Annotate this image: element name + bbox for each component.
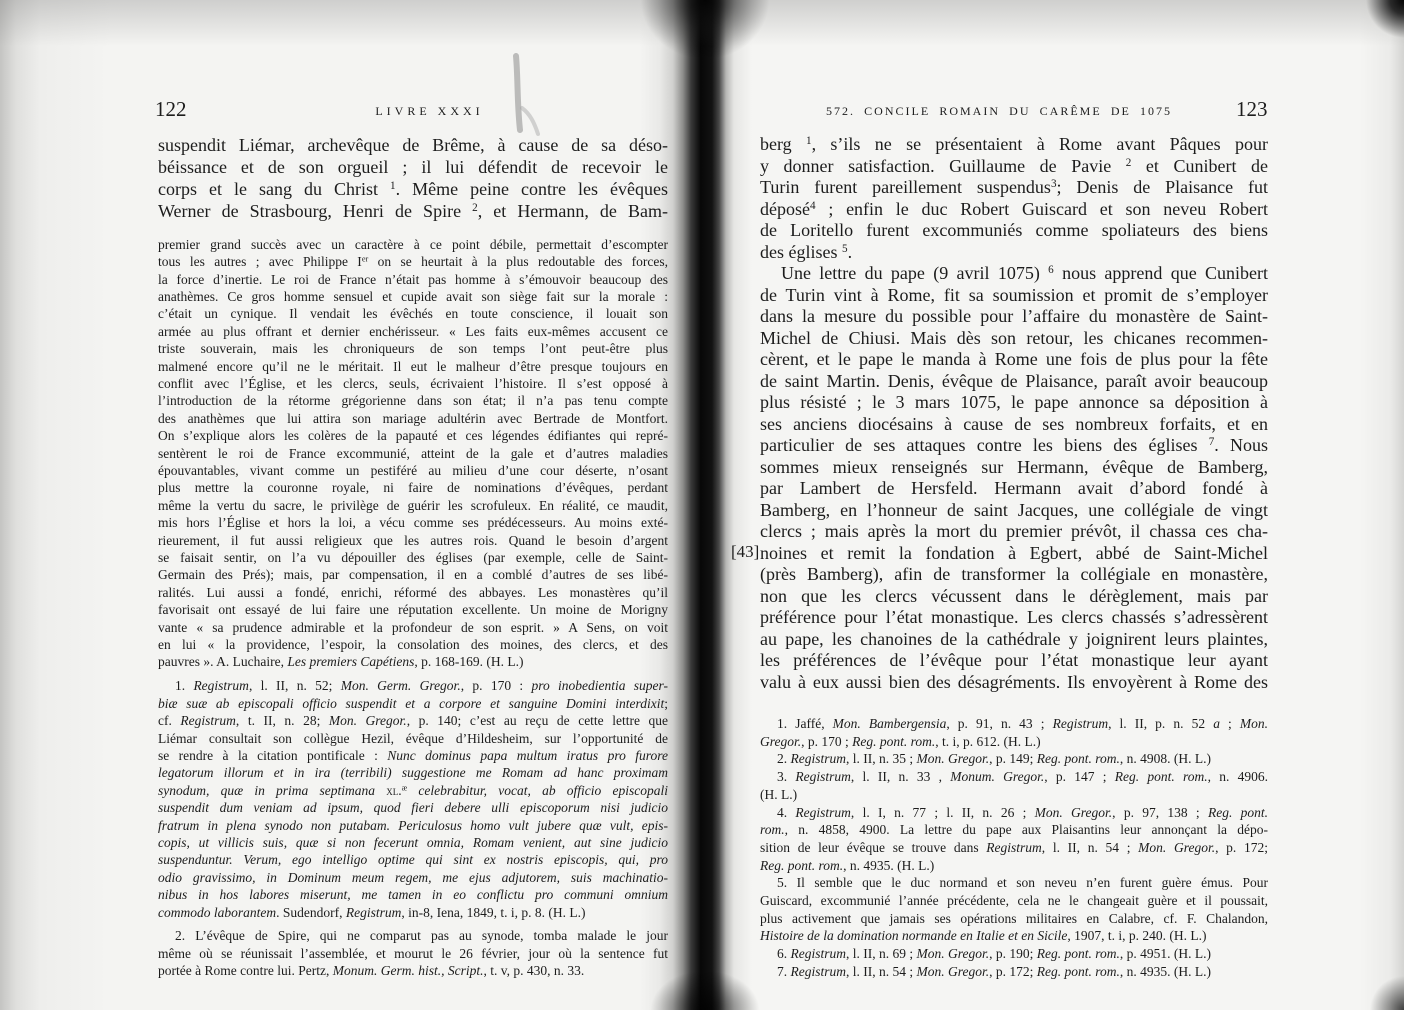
italic-text: Registrum	[795, 769, 851, 785]
text-run: et Cunibert de	[1131, 155, 1268, 176]
text-run: portée à Rome contre lui. Pertz,	[158, 963, 333, 979]
text-line: suspendit Liémar, archevêque de Brême, à cause de sa déso-	[158, 135, 668, 155]
italic-text: rom.	[760, 822, 785, 838]
text-line	[158, 747, 668, 764]
text-run: , p. 4951. (H. L.)	[1119, 946, 1212, 962]
text-run: , t. II, n. 28;	[235, 713, 329, 729]
text-run: , p. 149;	[989, 751, 1037, 767]
text-line	[158, 886, 668, 903]
italic-text: Reg. pont. rom.	[760, 857, 844, 873]
italic-text: a	[1213, 716, 1220, 731]
text-line	[158, 782, 668, 799]
text-line: anathèmes. Ce gros homme sensuel et cupide avait son siège fait sur la morale :	[158, 288, 668, 304]
footnote	[760, 768, 1268, 803]
text-line: la force d’inertie. Le roi de France n’était pas homme à s’émouvoir beaucoup des	[158, 271, 668, 287]
text-run: , 1907, t. i, p. 240. (H. L.)	[1067, 928, 1207, 944]
italic-text: copis, ut villicis suis, quæ si non fecerunt omnia, Romam venient, aut sine judicio	[158, 834, 668, 850]
text-run: se rendre à la citation pontificale :	[158, 747, 388, 763]
text-line: triste souverain, mais les chroniqueurs de son temps l’ont peut-être plus	[158, 341, 668, 357]
text-line: malmené encore qu’il ne le méritait. Il eut le malheur d’être presque toujours en	[158, 358, 668, 374]
text-run: , t. v, p. 430, n. 33.	[483, 963, 585, 979]
text-run: 2.	[777, 751, 791, 767]
text-run: corps et le sang du Christ	[158, 179, 390, 199]
italic-text: Reg. pont. rom.	[1036, 963, 1120, 979]
italic-text: Gregor.	[760, 733, 802, 749]
italic-text: commodo laborantem	[158, 904, 277, 920]
text-run: particulier de ses attaques contre les biens des églises	[760, 435, 1209, 455]
paragraph	[760, 134, 1268, 263]
text-run: , l. II, n. 54 ;	[1041, 839, 1139, 855]
text-line	[158, 834, 668, 851]
text-line: clercs ; mais après la mort du premier prévôt, il chassa ces cha-	[760, 521, 1268, 541]
text-line	[760, 963, 1268, 981]
text-run: berg	[760, 134, 806, 154]
italic-text: Registrum	[180, 713, 236, 729]
text-run: Turin furent pareillement suspendus	[760, 177, 1051, 197]
text-run: , p. 140; c’est au reçu de cette lettre que	[406, 713, 668, 729]
text-run: ; enfin le duc Robert Guiscard et son neveu Robert	[815, 198, 1268, 219]
footnote-continuation	[158, 236, 668, 671]
footnote	[760, 874, 1268, 945]
text-line	[760, 177, 1268, 199]
italic-text: Registrum	[790, 963, 846, 979]
text-line	[158, 677, 668, 694]
footnotes	[760, 715, 1268, 981]
text-line	[760, 945, 1268, 963]
small-caps-text: xl.	[386, 782, 402, 798]
italic-text: Registrum	[790, 751, 846, 767]
text-line: 5. Il semble que le duc normand et son neveu n’en furent guère émus. Pour	[777, 875, 1268, 891]
footnote	[760, 945, 1268, 963]
text-line	[158, 962, 668, 979]
text-run: cf.	[158, 713, 181, 729]
text-run: , s’ils ne se présentaient à Rome avant Pâques pour	[811, 134, 1268, 154]
text-run: , et Hermann, de Bam-	[477, 201, 668, 221]
main-text	[158, 134, 668, 222]
text-line	[760, 134, 1268, 156]
text-line: sentèrent le roi de France excommunié, atteint de la gale et d’autres maladies	[158, 445, 668, 461]
page-number: 122	[155, 97, 187, 121]
text-line: cèrent, et le pape le manda à Rome une fois de plus pour la fête	[760, 349, 1268, 369]
text-run: 6.	[777, 946, 791, 962]
text-line: plus activement que jamais ses opérations militaires en Calabre, cf. F. Chalandon,	[760, 910, 1268, 926]
italic-text: synodum, quæ in prima septimana	[158, 782, 387, 798]
italic-text: Mon. Gregor.	[916, 946, 990, 962]
italic-text: celebrabitur, vocat, ab officio episcopali	[407, 782, 668, 798]
text-line: même la vertu du sacre, le privilège de guérir les scrofuleux. En réalité, ce maudit,	[158, 497, 668, 513]
text-line	[760, 715, 1268, 733]
italic-text: Registrum	[1052, 716, 1109, 731]
italic-text: Histoire de la domination normande en Italie et en Sicile	[760, 928, 1068, 944]
paragraph	[760, 263, 1268, 693]
footnotes	[158, 677, 668, 979]
text-run: déposé	[760, 198, 810, 219]
text-run: , p. 147 ;	[1044, 769, 1115, 785]
text-line	[158, 904, 668, 921]
text-line	[760, 263, 1268, 285]
superscript-note-ref: 1	[390, 179, 396, 192]
text-line: épouvantables, vivant comme un pestiféré au milieu d’une cour déserte, n’osant	[158, 462, 668, 478]
text-line: premier grand succès avec un caractère à ce point débile, permettait d’escompter	[158, 236, 668, 252]
text-run: ;	[1219, 716, 1240, 731]
italic-text: Mon.	[1239, 716, 1268, 731]
text-line: Germain des Prés); mais, par compensation, il en a comblé d’autres de ses libé-	[158, 567, 668, 583]
text-run: .	[847, 241, 853, 262]
italic-text: legatorum illorum et in ira (terribili) suggestione me Romam ad hanc proximam	[158, 765, 668, 781]
text-line	[760, 857, 1268, 875]
text-run: 4.	[777, 804, 796, 820]
text-line: Liémar consultait son collègue Hezil, évêque d’Hildesheim, sur l’opportunité de	[158, 730, 668, 746]
italic-text: suspenduntur. Verum, ego intelligo optime qui sint ex nostris episcopis, qui, pro	[158, 852, 668, 868]
text-line: de saint Martin. Denis, évêque de Plaisance, paraît avoir beaucoup	[760, 370, 1268, 391]
italic-text: Registrum	[193, 678, 249, 694]
text-line: les préférences de l’évêque pour l’état monastique leur ayant	[760, 650, 1268, 670]
italic-text: nibus in hos labores miserunt, me tamen in eo conflictu pro communi omnium	[158, 887, 668, 903]
text-line: de Loritello furent excommuniés comme spoliateurs des biens	[760, 220, 1268, 240]
text-line: ralités. Lui aussi a fondé, enrichi, réformé des abbayes. Les monastères qu’il	[158, 584, 668, 600]
footnote	[760, 963, 1268, 981]
text-line: se faisait sentir, on l’a vu dépouiller des églises (par exemple, celle de Saint-	[158, 550, 668, 565]
italic-text: suspendit dum veniam ad ipsum, quod fieri debere ulli episcoporum nisi judicio	[158, 800, 668, 816]
text-line	[158, 712, 668, 729]
text-run: on se heurtait à la plus redoutable des forces,	[368, 254, 668, 270]
text-line: Bamberg, en l’honneur de saint Jacques, une collégiale de vingt	[760, 499, 1268, 520]
text-run: , in-8, Iena, 1849, t. i, p. 8. (H. L.)	[401, 904, 586, 920]
italic-text: Mon. Gregor.	[1034, 804, 1113, 820]
text-line: Michel de Chiusi. Mais dès son retour, les chicanes recommen-	[760, 327, 1268, 348]
page-corner-shadow	[1358, 0, 1404, 46]
text-line	[760, 839, 1268, 857]
superscript-note-ref: 1	[806, 134, 812, 147]
text-line: Guiscard, excommunié l’année précédente, cela ne le changeait guère et il poussait,	[760, 893, 1268, 909]
text-line	[158, 653, 668, 670]
text-line: noines et remit la fondation à Egbert, abbé de Saint-Michel	[760, 542, 1268, 563]
text-run: , l. II, n. 54 ;	[846, 963, 917, 979]
text-line	[760, 768, 1268, 786]
text-run: des églises	[760, 241, 842, 262]
text-line	[760, 804, 1268, 822]
text-run: , p. 190;	[989, 946, 1037, 962]
main-text	[760, 134, 1268, 693]
text-line: conflit avec l’Église, et les clercs, seuls, écrivaient l’histoire. Il s’est opposé à	[158, 375, 668, 391]
text-line	[158, 869, 668, 886]
text-line	[158, 178, 668, 200]
text-run: , p. 172;	[989, 963, 1037, 979]
text-line: préférence pour l’état monastique. Les clercs chassés s’adressèrent	[760, 607, 1268, 627]
text-run: , l. II, p. n. 52	[1108, 716, 1214, 731]
italic-text: Reg. pont.	[1207, 804, 1268, 820]
footnote-paragraph	[158, 236, 668, 671]
text-run: , t. i, p. 612. (H. L.)	[935, 733, 1041, 749]
superscript-note-ref: 2	[472, 201, 478, 214]
italic-text: Mon. Germ. Gregor.	[340, 678, 461, 694]
italic-text: fratrum in plena synodo non putabam. Periculosus homo vult jubere quæ vult, epis-	[158, 817, 668, 833]
text-run: , p. 170 :	[460, 678, 532, 694]
text-run: 1.	[175, 678, 194, 694]
text-line: l’introduction de la rétorme grégorienne dans son état; il n’a pas tenu compte	[158, 393, 668, 409]
text-line: valu à eux aussi bien des désagréments. Ils envoyèrent à Rome des	[760, 671, 1268, 692]
text-line: par Lambert de Hersfeld. Hermann avait d’abord fondé à	[760, 478, 1268, 498]
italic-text: odio gravissimo, in Dominum meum regem, me ejus adjutorem, suis machinatio-	[158, 869, 668, 885]
footnote	[158, 677, 668, 921]
italic-text: Registrum	[345, 904, 402, 920]
text-run: , n. 4858, 4900. La lettre du pape aux Plaisantins leur annonçant la dépo-	[784, 822, 1268, 838]
text-line	[760, 242, 1268, 264]
italic-text: Mon. Gregor.	[1138, 839, 1216, 855]
text-line	[158, 817, 668, 834]
text-line	[760, 156, 1268, 178]
text-run: , l. II, n. 69 ;	[846, 946, 917, 962]
text-run: sition de leur évêque se trouve dans	[760, 839, 987, 855]
italic-text: Monum. Germ. hist., Script.	[332, 963, 484, 979]
text-run: , l. I, n. 77 ; l. II, n. 26 ;	[850, 804, 1035, 820]
text-line: favorisait ont essayé de lui faire une réputation excellente. Un moine de Morigny	[158, 602, 668, 618]
italic-text: Reg. pont. rom.	[852, 733, 936, 749]
gutter-shadow-top	[640, 0, 770, 60]
text-line: dans la mesure du possible pour l’affaire du monastère de Saint-	[760, 306, 1268, 326]
paragraph	[158, 134, 668, 222]
text-run: ;	[664, 695, 668, 711]
italic-text: pro inobedientia super-	[531, 678, 669, 694]
text-line: même où se réunissait l’assemblée, et mourut le 26 février, jour où la sentence fut	[158, 945, 668, 961]
text-line: 2. L’évêque de Spire, qui ne comparut pas au synode, tomba malade le jour	[175, 928, 668, 944]
text-line: plus mettre la couronne royale, ni faire de nominations d’évêques, perdant	[158, 480, 668, 496]
text-line: de Turin vint à Rome, fit sa soumission et promit de s’employer	[760, 284, 1268, 305]
superscript-note-ref: 5	[841, 242, 848, 255]
text-line	[158, 799, 668, 816]
italic-text: Mon. Gregor.	[916, 963, 990, 979]
text-run: y donner satisfaction. Guillaume de Pavie	[760, 155, 1126, 176]
text-line	[760, 750, 1268, 768]
margin-page-marker: [43]	[731, 542, 760, 561]
text-run: , n. 4935. (H. L.)	[1119, 963, 1212, 979]
text-line: plus résisté ; le 3 mars 1075, le pape annonce sa déposition à	[760, 392, 1268, 412]
text-run: , p. 91, n. 43 ;	[946, 716, 1053, 731]
text-run: , p. 97, 138 ;	[1112, 804, 1208, 820]
text-line	[760, 199, 1268, 221]
text-line	[158, 253, 668, 270]
text-line: au pape, les chanoines de la cathédrale y joignirent leurs plaintes,	[760, 628, 1268, 649]
page-corner-shadow-bottom	[1364, 970, 1404, 1010]
text-line	[760, 435, 1268, 457]
text-line: des anathèmes que lui attira son mariage adultérin avec Bertrade de Montfort.	[158, 410, 668, 426]
text-run: . Nous	[1214, 435, 1268, 455]
text-line: sommes mieux renseignés sur Hermann, évêque de Bamberg,	[760, 456, 1268, 477]
text-run: Werner de Strasbourg, Henri de Spire	[158, 201, 473, 221]
text-line: c’était un cynique. Il vendait les évêchés en toute conscience, il louait son	[158, 306, 668, 322]
italic-text: biæ suæ ab episcopali officio suspendit et a corpore et sanguine Domini interdixit	[158, 695, 665, 711]
text-line	[158, 851, 668, 868]
text-line: vante « sa prudence admirable et la profondeur de son esprit. » A Sens, on voit	[158, 619, 668, 635]
italic-text: Registrum	[795, 804, 851, 820]
page-number: 123	[1236, 97, 1268, 121]
text-line: rieurement, il fut aussi religieux que les autres rois. Quand le besoin d’argent	[158, 532, 668, 548]
italic-text: Reg. pont. rom.	[1114, 769, 1208, 785]
text-line: armée au plus offrant et dernier enchérisseur. « Les faits eux-mêmes accusent ce	[158, 323, 668, 339]
pencil-mark	[500, 48, 560, 148]
text-run: , l. II, n. 52;	[248, 678, 341, 694]
superscript-note-ref: 4	[809, 199, 816, 212]
italic-text: Reg. pont. rom.	[1036, 946, 1120, 962]
text-line: béissance et de son orgueil ; il lui défendit de recevoir le	[158, 157, 668, 177]
text-run: 3.	[777, 769, 796, 785]
footnote	[158, 927, 668, 979]
text-run: , n. 4906.	[1207, 769, 1268, 785]
text-run: ; Denis de Plaisance fut	[1056, 177, 1268, 197]
text-run: . Sudendorf,	[276, 904, 346, 920]
text-run: Une lettre du pape (9 avril 1075)	[781, 263, 1049, 283]
text-line	[760, 821, 1268, 839]
text-line: (près Bamberg), afin de transformer la collégiale en monastère,	[760, 564, 1268, 584]
text-line: On s’explique alors les colères de la papauté et ces légendes édifiantes qui repré-	[158, 428, 668, 444]
text-run: , l. II, n. 35 ;	[846, 751, 917, 767]
text-run: 1. Jaffé,	[777, 716, 833, 731]
text-run: , l. II, n. 33 ,	[850, 769, 951, 785]
footnote	[760, 715, 1268, 750]
superscript-note-ref: 7	[1208, 435, 1215, 448]
text-line: mis hors l’Église et hors la loi, a vécu comme ses prédécesseurs. Au moins exté-	[158, 515, 668, 531]
text-line	[760, 733, 1268, 751]
text-run: , n. 4935. (H. L.)	[843, 857, 935, 873]
text-line: (H. L.)	[760, 786, 798, 802]
superscript-note-ref: 6	[1048, 263, 1054, 276]
superscript-note-ref: 3	[1050, 177, 1057, 190]
text-line: ses anciens diocésains à cause de ses nombreux forfaits, et en	[760, 413, 1268, 434]
text-run: , p. 172;	[1215, 839, 1268, 855]
text-line: en lui « la providence, l’espoir, la consolation des moines, des clercs, et des	[158, 637, 668, 653]
text-line	[158, 764, 668, 781]
superscript-note-ref: æ	[401, 783, 408, 793]
superscript-note-ref: 2	[1125, 156, 1132, 169]
running-head: 572. CONCILE ROMAIN DU CARÊME DE 1075	[826, 104, 1172, 118]
italic-text: Reg. pont. rom.	[1036, 751, 1120, 767]
text-run: nous apprend que Cunibert	[1053, 263, 1268, 283]
italic-text: Mon. Gregor.	[916, 751, 990, 767]
superscript-note-ref: er	[361, 254, 369, 264]
text-run: tous les autres ; avec Philippe I	[158, 254, 362, 270]
italic-text: Mon. Gregor.	[328, 713, 407, 729]
italic-text: Les premiers Capétiens	[287, 654, 415, 670]
italic-text: Mon. Bambergensia	[832, 716, 947, 731]
text-run: , n. 4908. (H. L.)	[1119, 751, 1212, 767]
text-run: , p. 170 ;	[801, 733, 853, 749]
italic-text: Registrum	[986, 839, 1042, 855]
italic-text: Registrum	[790, 946, 846, 962]
italic-text: Nunc dominus papa multum iratus pro furore	[387, 747, 668, 763]
italic-text: Monum. Gregor.	[950, 769, 1045, 785]
text-line	[158, 200, 668, 222]
running-head: LIVRE XXXI	[375, 104, 484, 118]
text-run: 7.	[777, 963, 791, 979]
text-line: non que les clercs vécussent dans le dérèglement, mais par	[760, 585, 1268, 606]
footnote	[760, 804, 1268, 875]
text-run: . Même peine contre les évêques	[395, 179, 668, 199]
text-run: pauvres ». A. Luchaire,	[158, 654, 288, 670]
text-line	[158, 695, 668, 712]
text-run: , p. 168-169. (H. L.)	[414, 654, 524, 670]
footnote	[760, 750, 1268, 768]
text-line	[760, 927, 1268, 945]
